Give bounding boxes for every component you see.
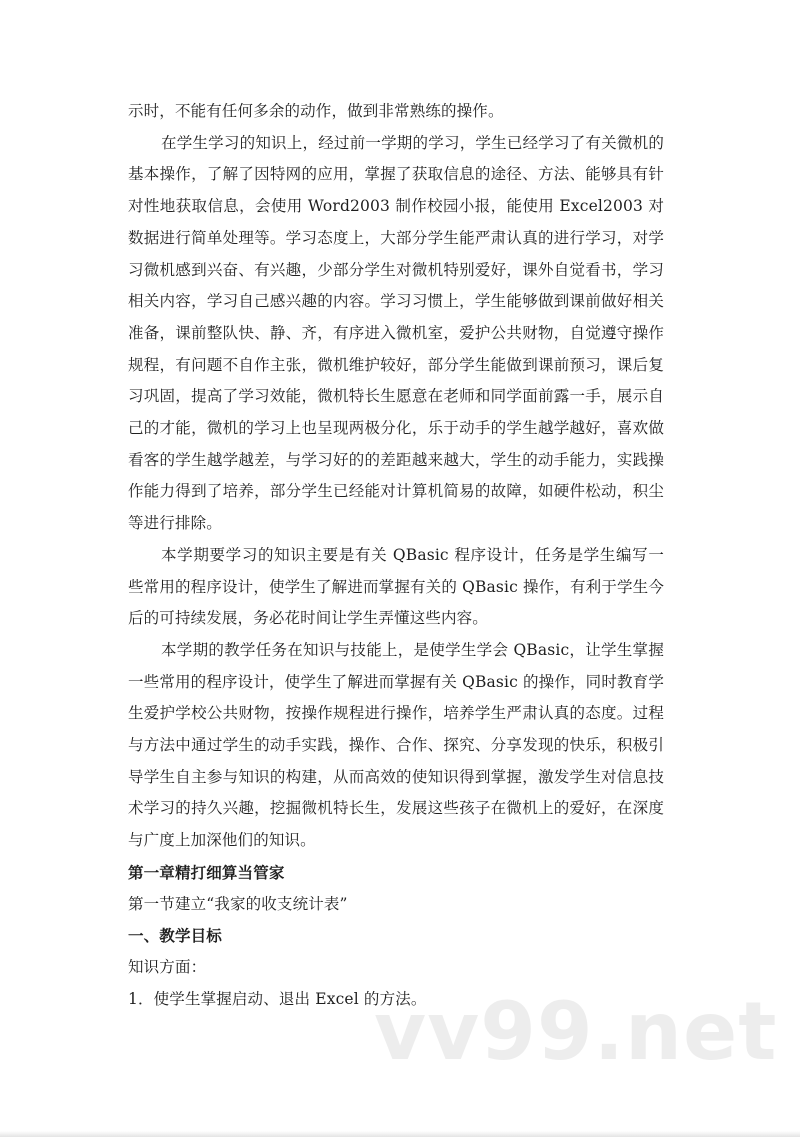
- list-item-1: 1．使学生掌握启动、退出 Excel 的方法。: [128, 989, 427, 1008]
- paragraph-student-analysis: 在学生学习的知识上，经过前一学期的学习，学生已经学习了有关微机的基本操作，了解了因特网的应用，掌握了获取信息的途径、方法、能够具有针对性地获取信息，会使用 Word2003 制作校园小报，能使用 Excel2003 对数据进行简单处理等。学习态度上，大部分学生能严肃认真的进行学习，对学习微机感到兴奋、有兴趣，少部分学生对微机特别爱好，课外自觉看书，学习相关内容，学习自己感兴趣的内容。学习习惯上，学生能够做到课前做好相关准备，课前整队快、静、齐，有序进入微机室，爱护公共财物，自觉遵守操作规程，有问题不自作主张，微机维护较好，部分学生能做到课前预习，课后复习巩固，提高了学习效能，微机特长生愿意在老师和同学面前露一手，展示自己的才能，微机的学习上也呈现两极分化，乐于动手的学生越学越好，喜欢做看客的学生越学越差，与学习好的的差距越来越大，学生的动手能力，实践操作能力得到了培养，部分学生已经能对计算机简易的故障，如硬件松动，积尘等进行排除。: [128, 133, 664, 533]
- paragraph-teaching-tasks: 本学期的教学任务在知识与技能上，是使学生学会 QBasic，让学生掌握一些常用的程序设计，使学生了解进而掌握有关 QBasic 的操作，同时教育学生爱护学校公共财物，按操作规程进行操作，培养学生严肃认真的态度。过程与方法中通过学生的动手实践，操作、合作、探究、分享发现的快乐，积极引导学生自主参与知识的构建，从而高效的使知识得到掌握，激发学生对信息技术学习的持久兴趣，挖掘微机特长生，发展这些孩子在微机上的爱好，在深度与广度上加深他们的知识。: [128, 640, 664, 850]
- paragraph-continuation: 示时，不能有任何多余的动作，做到非常熟练的操作。: [128, 102, 504, 120]
- watermark-text: vv99.net: [374, 985, 778, 1078]
- objectives-heading: 一、教学目标: [128, 926, 222, 946]
- page-bottom-edge: [0, 1131, 800, 1137]
- document-body: [128, 96, 664, 1015]
- paragraph-semester-content: 本学期要学习的知识主要是有关 QBasic 程序设计，任务是学生编写一些常用的程序设计，使学生了解进而掌握有关的 QBasic 操作，有利于学生今后的可持续发展，务必花时间让学生弄懂这些内容。: [128, 545, 664, 628]
- knowledge-label: 知识方面：: [128, 957, 207, 976]
- chapter-heading: 第一章精打细算当管家: [128, 862, 285, 882]
- section-heading: 第一节建立“我家的收支统计表”: [128, 894, 348, 913]
